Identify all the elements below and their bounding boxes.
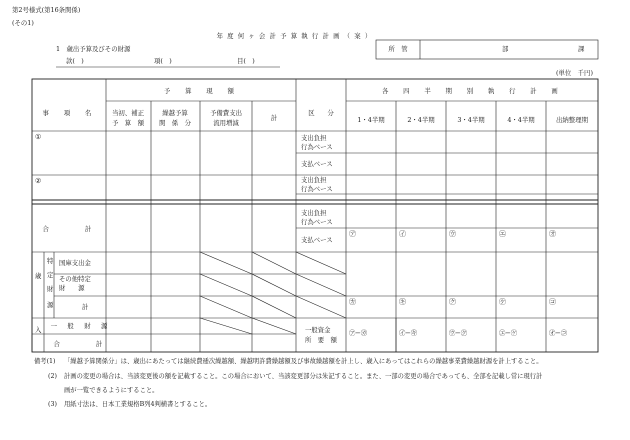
ippan-shikin-1: 一般資金 [305, 326, 331, 334]
ippan-label: 一 般 財 源 [50, 322, 110, 330]
header-q4: 4・4半期 [507, 116, 535, 124]
goukei-futan-2: 行為ベース [301, 218, 333, 226]
header-tosho-1: 当初、補正 [112, 109, 144, 117]
kokko-label: 国庫支出金 [59, 259, 91, 267]
tokutei-circle-q4: ㋘ [499, 298, 506, 306]
ippan-shikin-2: 所 要 額 [305, 336, 337, 344]
header-q3: 3・4半期 [457, 116, 485, 124]
goukei-shiharai: 支払ベース [301, 236, 333, 244]
header-kurikoshi-1: 繰越予算 [162, 109, 188, 117]
header-yobihi-2: 流用増減 [213, 119, 239, 127]
diff-q4: ㋓−㋘ [499, 329, 518, 337]
tokutei-gen: 源 [47, 301, 54, 309]
header-shikko: 各 四 半 期 別 執 行 計 画 [381, 87, 563, 95]
header-q1: 1・4半期 [357, 116, 385, 124]
header-shutsuno: 出納整理期 [556, 116, 588, 124]
header-tosho-2: 予 算 額 [112, 119, 144, 127]
diff-q1: ㋐−㋕ [349, 329, 368, 337]
header-kei: 計 [270, 114, 278, 122]
tokutei-tei: 定 [47, 271, 54, 279]
note-2-text-1: 計画の変更の場合は、当該変更後の額を記載すること。この場合において、当該変更部分は朱記すること。また、一部の変更の場合であっても、全部を記載し常に現行計 [64, 373, 543, 380]
kou-label: 項( ) [154, 57, 172, 65]
diff-q3: ㋒−㋗ [449, 329, 468, 337]
sonota-label-2: 財 源 [59, 284, 85, 292]
tokutei-circle-q1: ㋕ [349, 298, 356, 306]
header-q2: 2・4半期 [407, 116, 435, 124]
header-kurikoshi-2: 関 係 分 [159, 119, 191, 127]
ka-label: 課 [578, 45, 585, 53]
page-title: 年度何ヶ会計予算執行計画（案） [216, 32, 376, 40]
goukei2-label: 合 計 [53, 340, 107, 348]
sonota-label-1: その他特定 [59, 275, 91, 283]
row2-futan-1: 支出負担 [301, 176, 327, 184]
diff-shutsuno: ㋔−㋙ [549, 329, 568, 337]
row1-shiharai: 支払ベース [301, 160, 333, 168]
tokutei-circle-q3: ㋗ [449, 298, 456, 306]
tokutei-zai: 財 [47, 285, 54, 293]
note-2-text-2: 画が一覧できるようにすること。 [64, 387, 159, 394]
diff-q2: ㋑−㋖ [399, 329, 418, 337]
unit-label: (単位 千円) [556, 69, 593, 77]
goukei-circle-q2: ㋑ [399, 230, 406, 238]
row1-futan-2: 行為ベース [301, 143, 333, 151]
header-jikou: 事 項 名 [42, 109, 96, 117]
tokutei-circle-q2: ㋖ [399, 298, 406, 306]
sainyu-sai: 歳 [35, 272, 42, 280]
header-kubun: 区 分 [308, 109, 334, 117]
tokutei-circle-shutsuno: ㋙ [549, 298, 556, 306]
note-3-text: 用紙寸法は、日本工業規格B列4判横書とすること。 [64, 401, 212, 408]
goukei-circle-q4: ㋓ [499, 230, 506, 238]
section-heading: 1 歳出予算及びその財源 [56, 45, 131, 53]
row2-futan-2: 行為ベース [301, 185, 333, 193]
goukei-circle-q3: ㋒ [449, 230, 456, 238]
row1-futan-1: 支出負担 [301, 134, 327, 142]
kan-label: 款( ) [66, 57, 84, 65]
header-yobihi-1: 予備費支出 [210, 109, 242, 117]
shokan-label: 所 管 [388, 45, 408, 53]
note-2-label: (2) [48, 373, 57, 380]
row-number-2: ② [35, 177, 42, 185]
row-number-1: ① [35, 133, 42, 141]
tokutei-toku: 特 [47, 257, 54, 265]
note-1-text: 「繰越予算関係分」は、歳出にあたっては継続費逓次繰越額、繰越明許費繰越額及び事故繰越額を計上し、歳入にあってはこれらの繰越事業費繰越財源を計上すること。 [64, 358, 543, 365]
goukei-circle-shutsuno: ㋔ [549, 230, 556, 238]
note-1-label: 備考(1) [34, 358, 56, 365]
form-part: (その1) [12, 19, 34, 27]
form-number: 第2号様式(第16条関係) [12, 6, 81, 14]
goukei-circle-q1: ㋐ [349, 230, 356, 238]
header-yosangaku: 予 算 現 額 [163, 87, 239, 95]
goukei-futan-1: 支出負担 [301, 209, 327, 217]
moku-label: 目( ) [237, 57, 255, 65]
note-3-label: (3) [48, 401, 57, 408]
goukei-label: 合 計 [42, 225, 96, 233]
tokutei-kei: 計 [82, 303, 89, 311]
bu-label: 部 [502, 45, 509, 53]
sainyu-nyu: 入 [35, 326, 42, 334]
